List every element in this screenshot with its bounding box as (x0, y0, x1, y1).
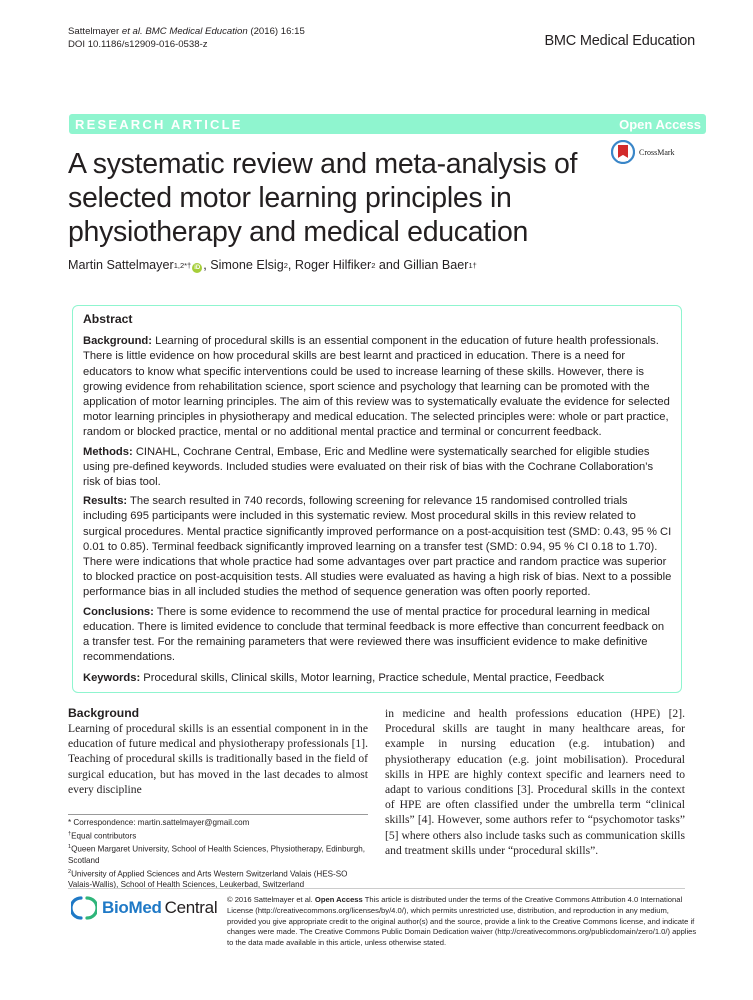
abstract-box (72, 305, 682, 693)
author-separator: , (203, 258, 211, 272)
keywords-text: Procedural skills, Clinical skills, Motor learning, Practice schedule, Mental practice, Feedback (140, 672, 605, 685)
footnote-text: Queen Margaret University, School of Health Sciences, Physiotherapy, Edinburgh, Scotland (68, 844, 365, 865)
footnote-sup: 2 (68, 868, 72, 875)
footnote-text: University of Applied Sciences and Arts Western Switzerland Valais (HES-SO Valais-Wallis), School of Health Sciences, Leukerbad, Switzerland (68, 869, 348, 890)
author-affiliation-sup: 1,2*† (173, 261, 192, 270)
author-separator: , (287, 258, 295, 272)
license-open-access: Open Access (314, 895, 363, 904)
orcid-icon[interactable]: iD (194, 265, 201, 271)
citation-authors: Sattelmayer (68, 26, 120, 37)
equal-contributors-note (68, 829, 373, 842)
abstract-section-label: Methods: (83, 445, 133, 458)
footer-divider (68, 888, 685, 889)
crossmark-label: CrossMark (639, 147, 675, 157)
citation-year-volume: (2016) 16:15 (247, 26, 305, 37)
license-text: This article is distributed under the terms of the Creative Commons Attribution 4.0 International License (http://creativecommons.org/licenses/by/4.0/), which permits unrestricted use, distribution, and reproduction in any medium, provided you give appropriate credit to the original author(s) and the source, provide a link to the Creative Commons license, and indicate if changes were made. The Creative Commons Public Domain Dedication waiver (http://creativecommons.org/publicdomain/zero/1.0/) applies to the data made available in this article, unless otherwise stated. (227, 895, 697, 948)
abstract-section-label: Conclusions: (83, 605, 154, 618)
affiliation-1 (68, 842, 373, 866)
body-column-left (68, 706, 368, 797)
crossmark-icon (611, 140, 635, 164)
correspondence-note[interactable]: * Correspondence: martin.sattelmayer@gmail.com (68, 818, 250, 827)
biomed-label: BioMed (102, 898, 162, 917)
abstract-keywords (83, 671, 672, 686)
abstract-results (83, 494, 672, 600)
open-access-label: Open Access (619, 116, 701, 132)
citation-etal: et al. (121, 26, 143, 37)
license-prefix: © 2016 Sattelmayer et al. (227, 895, 315, 904)
abstract-section-label: Results: (83, 495, 128, 508)
author-separator: and (375, 258, 404, 272)
doi[interactable]: DOI 10.1186/s12909-016-0538-z (68, 39, 208, 50)
author-affiliation-sup: 2 (283, 261, 288, 270)
abstract-section-text: The search resulted in 740 records, following screening for relevance 15 randomised controlled trials including 695 participants were included in this systematic review. Most procedural skills in this review related to surgical procedures. Mental practice significantly improved performance on a post-acquisition test (SMD: 0.43, 95 % CI 0.01 to 0.85). Terminal feedback significantly improved learning on a transfer test (SMD: 0.94, 95 % CI 0.18 to 1.70). There were indications that whole practice had some advantages over part practice and random practice was superior to blocked practice on post-acquisition tests. All studies were evaluated as having a high risk of bias. Next to a possible performance bias in all included studies the method of sequence generation was often poorly reported. (83, 495, 672, 599)
abstract-conclusions (83, 605, 672, 666)
biomed-central-arc-icon (71, 895, 97, 921)
body-column-right (385, 706, 685, 858)
section-heading-background: Background (68, 706, 140, 720)
abstract-section-label: Background: (83, 335, 152, 348)
footnote-divider (68, 814, 368, 815)
license-statement (227, 895, 697, 949)
abstract-background (83, 334, 672, 440)
footnote-sup: † (68, 830, 72, 837)
body-paragraph: Learning of procedural skills is an essential component in in the education of future medical and physiotherapy professionals [1]. Teaching of procedural skills is traditionally based in the field of surgical education, but has moved in the last decades to almost every discipline (68, 722, 368, 796)
abstract-methods (83, 445, 672, 491)
abstract-section-text: There is some evidence to recommend the use of mental practice for procedural learning in medical education. There is limited evidence to conclude that terminal feedback is more effective than concurrent feedback on a transfer test. For the remaining parameters that were reviewed there was insufficient evidence to make definitive recommendations. (83, 605, 665, 664)
article-type-banner (69, 114, 706, 134)
author-affiliation-sup: 2 (371, 261, 376, 270)
biomed-central-logo[interactable] (71, 895, 217, 921)
abstract-heading: Abstract (83, 312, 133, 326)
author-affiliation-sup: 1† (468, 261, 477, 270)
author-list (68, 258, 477, 273)
running-head (68, 25, 305, 51)
abstract-section-text: CINAHL, Cochrane Central, Embase, Eric and Medline were systematically searched for eligible studies using pre-defined keywords. Included studies were evaluated on their risk of bias with the Cochrane Collaboration’s risk of bias tool. (83, 445, 654, 489)
author-name[interactable]: Martin Sattelmayer (68, 258, 174, 272)
citation-line (68, 25, 305, 38)
footnotes (68, 818, 373, 891)
author-name[interactable]: Simone Elsig (210, 258, 284, 272)
author-name[interactable]: Roger Hilfiker (294, 258, 372, 272)
abstract-section-text: Learning of procedural skills is an essential component in the education of future health professionals. There is little evidence on how procedural skills are best learnt and practiced in education. There is a need for educators to know what specific interventions could be used to increase learning of these skills. However, there is growing evidence from rehabilitation science, sport science and psychology that learning can be promoted with the application of motor learning principles. The aim of this review was to systematically evaluate the evidence for selected motor learning principles in physiotherapy and medical education. The selected principles were: whole or part practice, random or blocked practice, mental or no additional mental practice and terminal or concurrent feedback. (83, 335, 670, 439)
footnote-text: Equal contributors (71, 831, 137, 841)
article-type-label: RESEARCH ARTICLE (75, 116, 243, 132)
crossmark-button[interactable] (611, 140, 675, 164)
citation-journal: BMC Medical Education (145, 26, 248, 37)
footnote-sup: 1 (68, 844, 72, 851)
body-paragraph: in medicine and health professions education (HPE) [2]. Procedural skills are taught in many healthcare areas, for example in nursing education (e.g. intubation) and physiotherapy education (e.g. joint mobilisation). Procedural skills in HPE are highly context specific and learners need to adapt to various conditions [3]. Procedural skills in the context of HPE are often classified under the umbrella term “clinical skills” [4]. However, some authors refer to “psychomotor tasks” [5] where others also include tasks such as communication skills and treatment skills under “procedural skills”. (385, 707, 685, 857)
article-title: A systematic review and meta-analysis of selected motor learning principles in physiotherapy and medical education (68, 148, 578, 248)
central-label: Central (164, 898, 218, 917)
author-name[interactable]: Gillian Baer (403, 258, 469, 272)
keywords-label: Keywords: (83, 672, 141, 685)
journal-name: BMC Medical Education (544, 33, 695, 49)
